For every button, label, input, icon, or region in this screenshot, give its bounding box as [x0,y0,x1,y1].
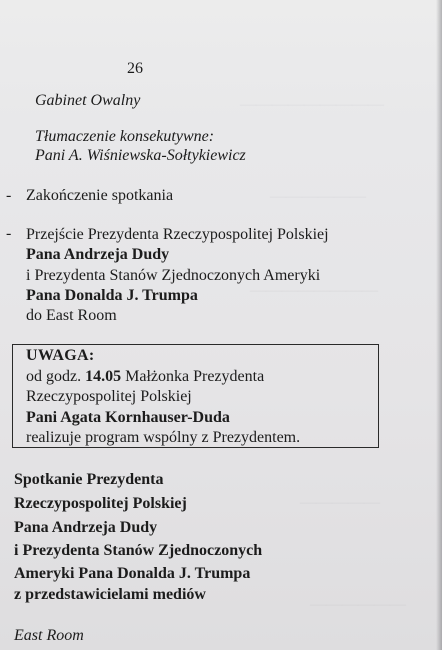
location-footer: East Room [14,627,84,644]
notice-line: Rzeczypospolitej Polskiej [26,388,192,405]
agenda-item-transfer-line: Pana Donalda J. Trumpa [26,287,198,304]
page-edge-shadow [436,0,442,650]
show-through-text: —————— [270,188,366,205]
agenda-item-transfer-line: Przejście Prezydenta Rzeczypospolitej Polskiej [26,226,329,243]
interpretation-label: Tłumaczenie konsekutywne: [35,128,215,145]
show-through-text: ———————— [250,282,378,299]
bullet-dash: - [6,225,12,242]
meeting-heading-line: Ameryki Pana Donalda J. Trumpa [14,565,251,582]
notice-time: 14.05 [85,368,122,385]
meeting-heading-line: z przedstawicielami mediów [14,586,206,603]
page-number: 26 [127,60,143,77]
agenda-item-transfer-line: do East Room [26,307,117,324]
notice-line: Pani Agata Kornhauser-Duda [26,409,230,426]
meeting-heading-line: Rzeczypospolitej Polskiej [14,495,187,512]
notice-line [26,367,264,386]
agenda-item-transfer-line: i Prezydenta Stanów Zjednoczonych Ameryki [26,267,321,284]
show-through-text: —————— [310,596,406,613]
interpreter-name: Pani A. Wiśniewska-Sołtykiewicz [35,147,246,164]
notice-suffix: Małżonka Prezydenta [121,368,265,385]
show-through-text: ————— [300,494,380,511]
bullet-dash: - [6,187,12,204]
meeting-heading-line: Spotkanie Prezydenta [14,471,164,488]
agenda-item-end-meeting: Zakończenie spotkania [26,187,174,204]
meeting-heading-line: Pana Andrzeja Dudy [14,519,158,536]
notice-prefix: od godz. [26,368,86,385]
agenda-item-transfer-line: Pana Andrzeja Dudy [26,246,170,263]
notice-line: realizuje program wspólny z Prezydentem. [26,429,301,446]
notice-title: UWAGA: [26,347,95,364]
meeting-heading-line: i Prezydenta Stanów Zjednoczonych [14,542,263,559]
location-heading: Gabinet Owalny [35,92,141,109]
show-through-text: ————————— [240,96,384,113]
